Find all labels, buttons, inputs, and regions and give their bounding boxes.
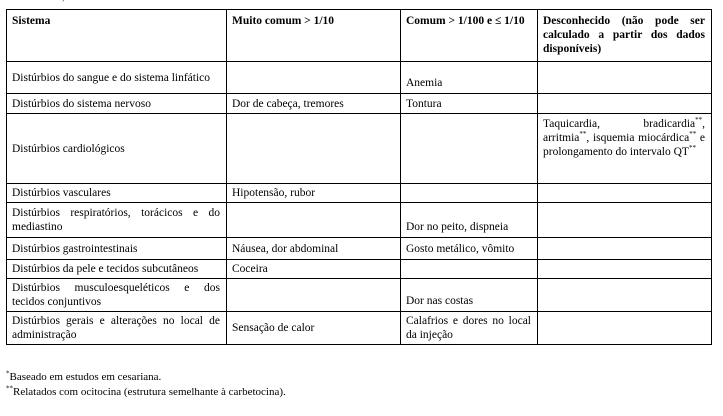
cell-desconhecido [538, 238, 712, 260]
cell-sistema: Distúrbios vasculares [7, 184, 227, 203]
footnote [6, 370, 286, 385]
cell-sistema: Distúrbios respiratórios, torácicos e do mediastino [7, 203, 227, 238]
table-row [7, 203, 712, 238]
cell-comum [401, 114, 538, 184]
cell-sistema: Distúrbios do sangue e do sistema linfático [7, 62, 227, 94]
cell-comum [401, 260, 538, 279]
cardio-effects-text: , arritmia [543, 118, 705, 144]
footnote-text: Baseado em estudos em cesariana. [9, 371, 162, 383]
cell-muito-comum: Dor de cabeça, tremores [227, 94, 401, 114]
cell-comum: Anemia [401, 62, 538, 94]
header-sistema: Sistema [7, 10, 227, 62]
table-header-row [7, 10, 712, 62]
cell-desconhecido [538, 62, 712, 94]
cell-muito-comum [227, 114, 401, 184]
cell-muito-comum [227, 279, 401, 312]
footnote-marker: ** [689, 130, 697, 139]
cell-desconhecido [538, 260, 712, 279]
cardio-effects-text: Taquicardia, bradicardia [543, 118, 696, 130]
cell-desconhecido [538, 312, 712, 345]
header-comum: Comum > 1/100 e ≤ 1/10 [401, 10, 538, 62]
footnote-marker: * [6, 369, 10, 378]
cell-muito-comum: Náusea, dor abdominal [227, 238, 401, 260]
footnote [6, 385, 286, 400]
table-row [7, 238, 712, 260]
cell-comum: Calafrios e dores no local da injeção [401, 312, 538, 345]
cell-desconhecido [538, 279, 712, 312]
cell-comum: Tontura [401, 94, 538, 114]
cell-sistema: Distúrbios do sistema nervoso [7, 94, 227, 114]
adverse-reactions-table [6, 9, 712, 345]
cell-sistema: Distúrbios da pele e tecidos subcutâneos [7, 260, 227, 279]
table-row [7, 114, 712, 184]
cardio-effects-text: e prolongamento do intervalo QT [543, 132, 705, 158]
cell-sistema: Distúrbios musculoesqueléticos e dos tecidos conjuntivos [7, 279, 227, 312]
stray-accent-mark: ´ [62, 0, 65, 8]
footnote-marker: ** [688, 144, 696, 153]
cell-muito-comum [227, 62, 401, 94]
table-row [7, 279, 712, 312]
cell-comum: Gosto metálico, vômito [401, 238, 538, 260]
cell-comum [401, 184, 538, 203]
table-row [7, 94, 712, 114]
table-row [7, 260, 712, 279]
footnote-marker: ** [6, 384, 13, 393]
table-row [7, 184, 712, 203]
cell-desconhecido [538, 94, 712, 114]
cell-sistema: Distúrbios cardiológicos [7, 114, 227, 184]
cell-muito-comum: Coceira [227, 260, 401, 279]
footnote-marker: ** [579, 130, 587, 139]
cell-muito-comum [227, 203, 401, 238]
header-desconhecido: Desconhecido (não pode ser calculado a partir dos dados disponíveis) [538, 10, 712, 62]
table-row [7, 312, 712, 345]
cell-desconhecido [538, 114, 712, 184]
footnote-text: Relatados com ocitocina (estrutura semelhante à carbetocina). [13, 386, 286, 398]
cell-desconhecido [538, 184, 712, 203]
cell-desconhecido [538, 203, 712, 238]
header-muito-comum: Muito comum > 1/10 [227, 10, 401, 62]
cardio-effects-text: , isquemia miocárdica [586, 132, 690, 144]
cell-sistema: Distúrbios gastrointestinais [7, 238, 227, 260]
footnote-marker: ** [695, 116, 703, 125]
cell-muito-comum: Hipotensão, rubor [227, 184, 401, 203]
cell-muito-comum: Sensação de calor [227, 312, 401, 345]
cell-comum: Dor no peito, dispneia [401, 203, 538, 238]
footnotes [6, 370, 286, 400]
table-row [7, 62, 712, 94]
cell-sistema: Distúrbios gerais e alterações no local de administração [7, 312, 227, 345]
cell-comum: Dor nas costas [401, 279, 538, 312]
